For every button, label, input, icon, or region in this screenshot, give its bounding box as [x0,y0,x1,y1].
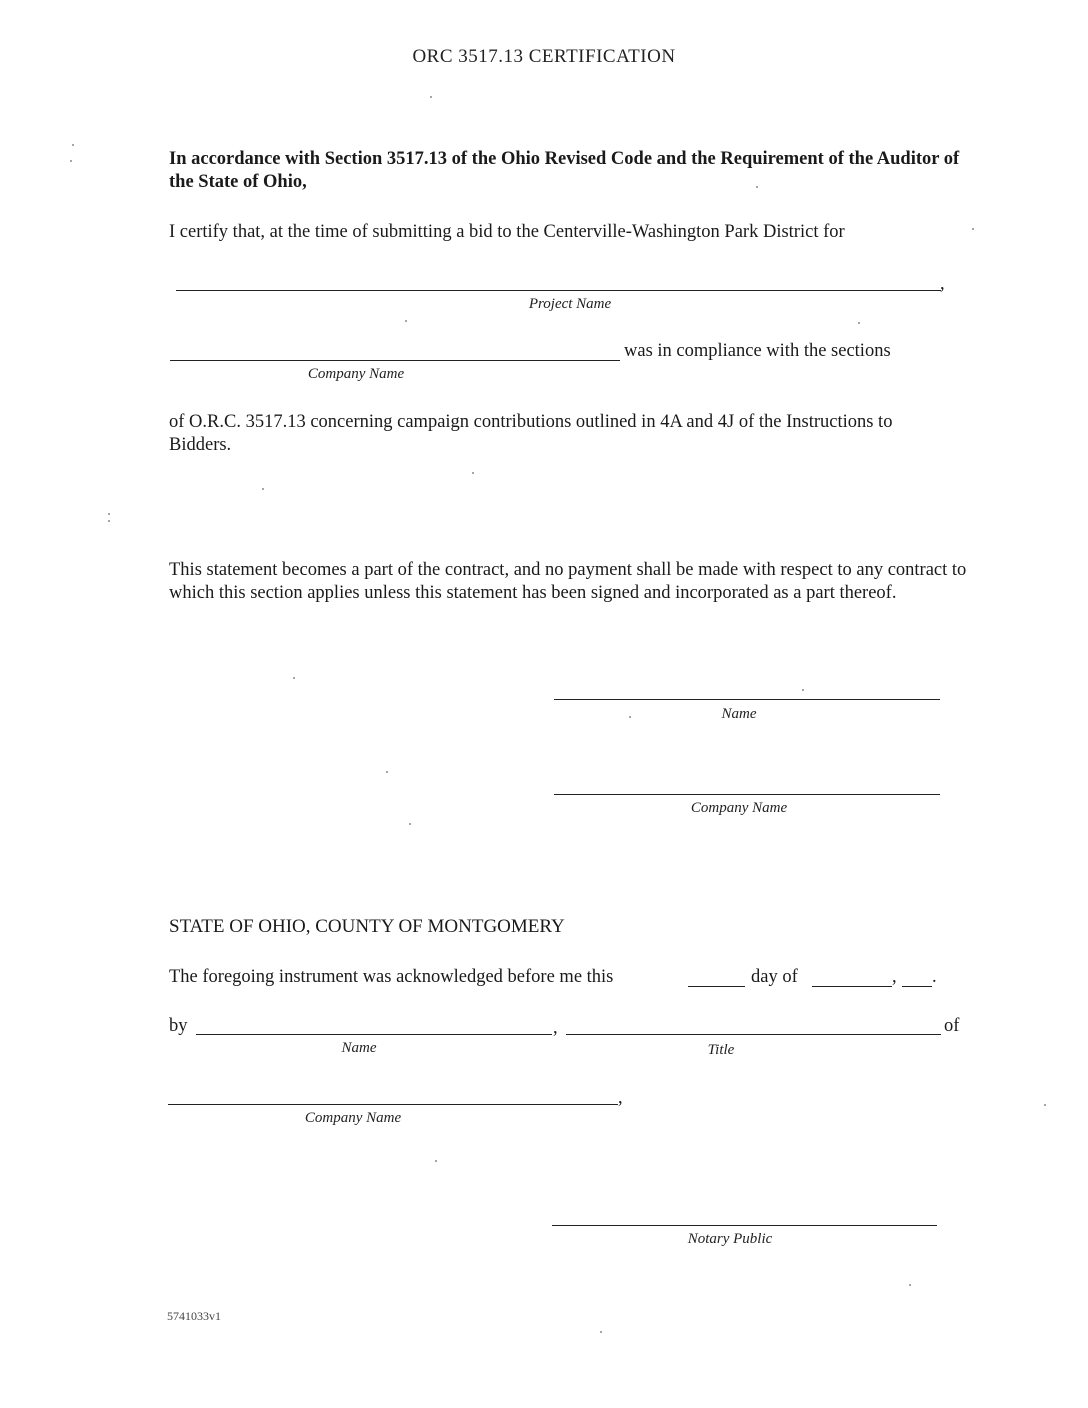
scan-speck [405,320,407,322]
scan-speck [435,1160,437,1162]
scan-speck [972,228,974,230]
acknowledged-text: The foregoing instrument was acknowledged before me this [169,967,614,987]
year-line[interactable] [902,986,932,987]
scan-speck [756,186,758,188]
signature-company-line[interactable] [554,794,940,795]
notary-company-line[interactable] [168,1104,618,1105]
by-name-caption: Name [341,1040,377,1056]
by-label: by [169,1016,188,1036]
company-comma: , [618,1088,623,1108]
scan-speck [293,677,295,679]
orc-paragraph: of O.R.C. 3517.13 concerning campaign contributions outlined in 4A and 4J of the Instructions to Bidders. [169,412,893,455]
document-code: 5741033v1 [167,1309,221,1323]
scan-speck [72,144,74,146]
project-name-caption: Project Name [528,296,612,312]
title-line[interactable] [566,1034,941,1035]
scan-speck [409,823,411,825]
intro-paragraph: In accordance with Section 3517.13 of the Ohio Revised Code and the Requirement of the Auditor of the State of Ohio, [169,149,960,192]
scan-speck [108,520,110,522]
notary-company-caption: Company Name [304,1110,402,1126]
scan-speck [802,689,804,691]
compliance-text: was in compliance with the sections [624,341,891,361]
scan-speck [629,716,631,718]
title-caption: Title [707,1042,735,1058]
signature-company-caption: Company Name [690,800,788,816]
company-name-caption: Company Name [307,366,405,382]
scan-speck [70,160,72,162]
signature-name-line[interactable] [554,699,940,700]
scan-speck [600,1331,602,1333]
of-label: of [944,1016,960,1036]
project-comma: , [940,274,945,294]
company-name-line[interactable] [170,360,620,361]
ack-period: . [932,967,937,987]
notary-public-caption: Notary Public [687,1231,773,1247]
scan-speck [386,771,388,773]
notary-signature-line[interactable] [552,1225,937,1226]
scan-speck [108,513,110,515]
project-name-line[interactable] [176,290,941,291]
signature-name-caption: Name [721,706,757,722]
scan-speck [262,488,264,490]
scan-speck [858,322,860,324]
month-line[interactable] [812,986,892,987]
scan-speck [909,1284,911,1286]
by-name-line[interactable] [196,1034,552,1035]
day-line[interactable] [688,986,745,987]
document-title: ORC 3517.13 CERTIFICATION [412,46,676,67]
by-comma: , [553,1018,558,1038]
scan-speck [430,96,432,98]
scan-speck [472,472,474,474]
statement-paragraph: This statement becomes a part of the contract, and no payment shall be made with respect to any contract to which this section applies unless this statement has been signed and incorporated as a part thereof. [169,560,967,603]
day-of-text: day of [751,967,798,987]
state-county-heading: STATE OF OHIO, COUNTY OF MONTGOMERY [169,916,565,937]
certify-sentence: I certify that, at the time of submitting a bid to the Centerville-Washington Park District for [169,222,845,242]
ack-comma: , [892,967,897,987]
scan-speck [1044,1104,1046,1106]
